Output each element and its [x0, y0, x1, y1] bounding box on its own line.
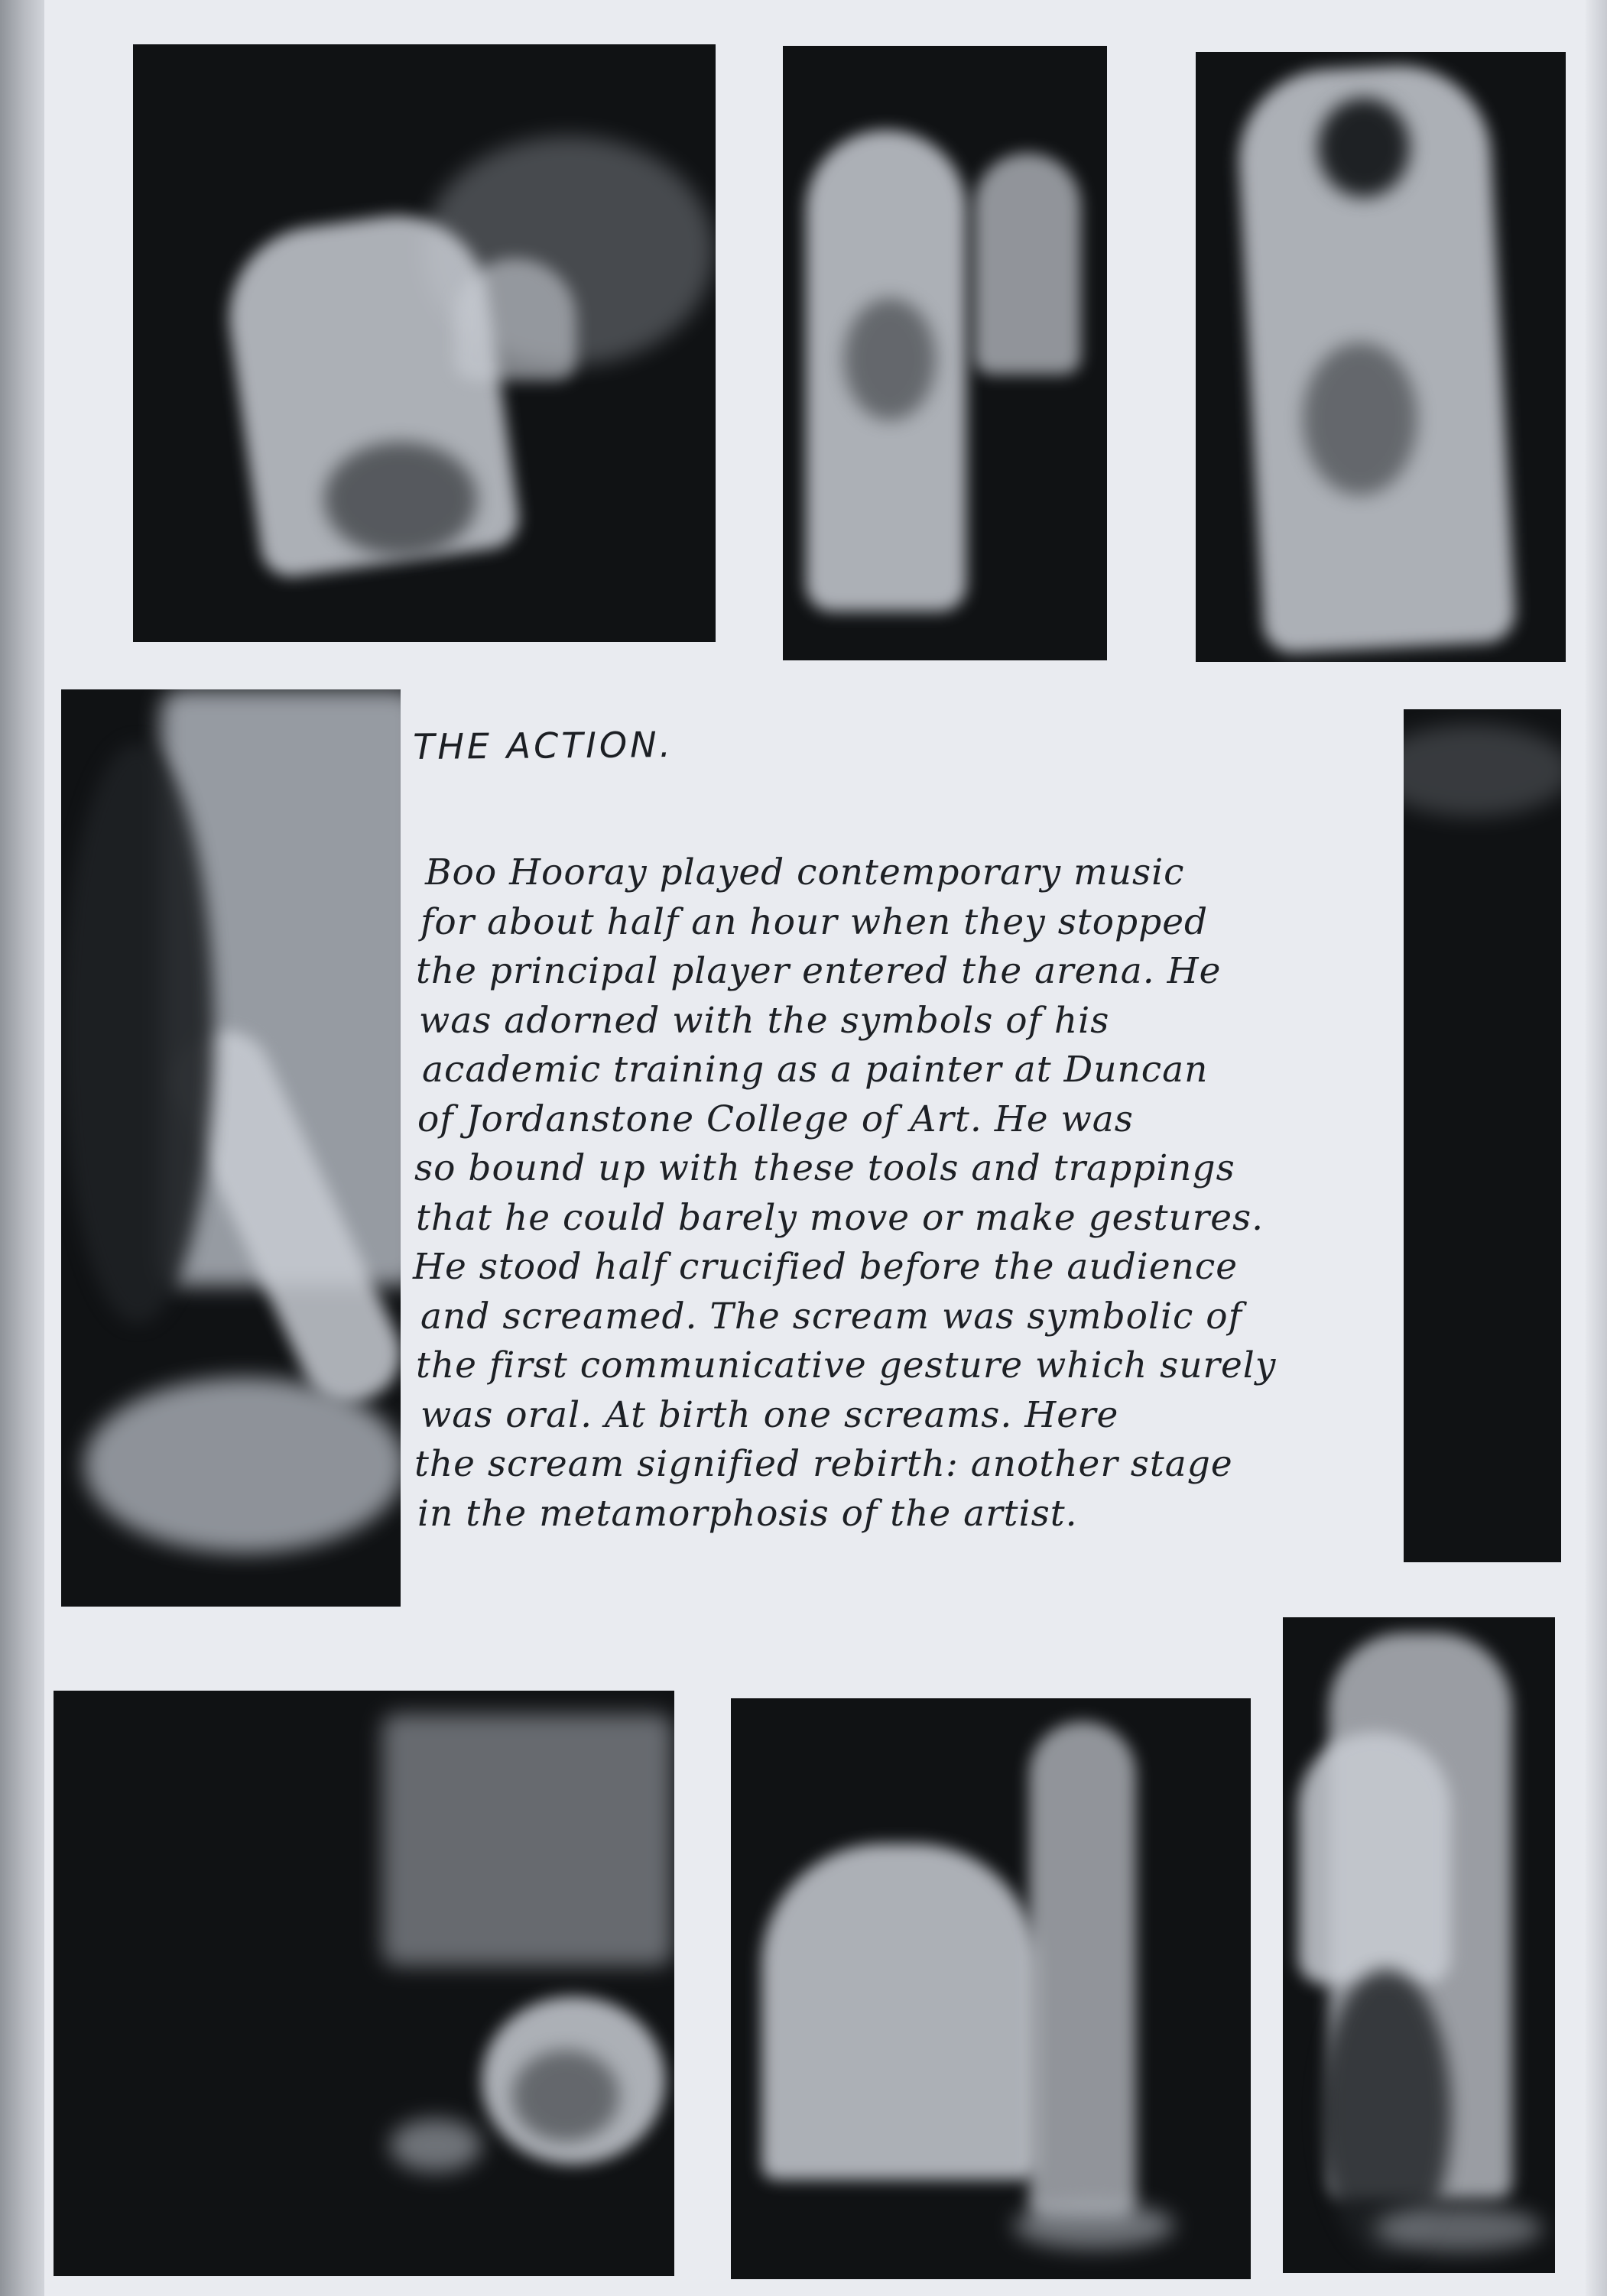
binding-shadow: [0, 0, 46, 2296]
text-line: He stood half crucified before the audience: [413, 1246, 1239, 1288]
text-line: the principal player entered the arena. He: [416, 950, 1222, 992]
text-line: that he could barely move or make gestures.: [416, 1196, 1264, 1239]
body-paragraph: [413, 848, 1414, 1539]
text-line: and screamed. The scream was symbolic of: [420, 1295, 1242, 1338]
text-line: the first communicative gesture which surely: [416, 1344, 1277, 1386]
page-edge: [1586, 0, 1607, 2296]
text-line: in the metamorphosis of the artist.: [417, 1492, 1078, 1535]
photo-arm-closeup: [61, 689, 401, 1607]
photo-figure-embracing-statue: [1283, 1617, 1555, 2273]
text-line: was adorned with the symbols of his: [419, 999, 1110, 1042]
text-line: for about half an hour when they stopped: [420, 900, 1209, 943]
photo-back-of-head: [54, 1691, 674, 2276]
photo-kneeling-figure: [133, 44, 716, 642]
handwritten-text-block: [413, 711, 1407, 1628]
text-line: so bound up with these tools and trappings: [414, 1147, 1235, 1189]
photo-two-figures: [783, 46, 1107, 660]
text-line: Boo Hooray played contemporary music: [425, 851, 1185, 893]
photo-right-edge: [1404, 709, 1561, 1562]
section-heading: THE ACTION.: [413, 724, 674, 767]
text-line: of Jordanstone College of Art. He was: [417, 1098, 1134, 1140]
text-line: was oral. At birth one screams. Here: [420, 1393, 1119, 1436]
photo-figure-and-statue: [731, 1698, 1251, 2279]
text-line: academic training as a painter at Duncan: [422, 1049, 1209, 1091]
photo-standing-figure: [1196, 52, 1566, 662]
text-line: the scream signified rebirth: another stage: [414, 1443, 1233, 1485]
